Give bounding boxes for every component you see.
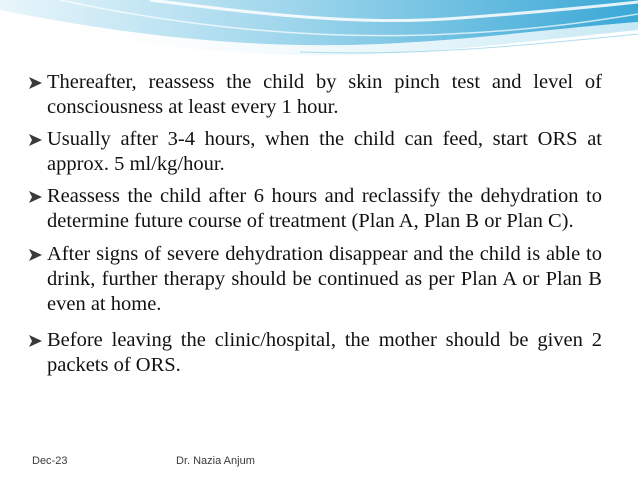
arrow-bullet-icon bbox=[28, 334, 43, 348]
footer-author: Dr. Nazia Anjum bbox=[176, 455, 255, 467]
arrow-bullet-icon bbox=[28, 190, 43, 204]
bullet-item bbox=[28, 184, 602, 234]
bullet-text: Reassess the child after 6 hours and reclassify the dehydration to determine future course of treatment (Plan A, Plan B or Plan C). bbox=[47, 185, 602, 232]
header-swoosh-decoration bbox=[0, 0, 638, 80]
bullet-item bbox=[28, 127, 602, 177]
bullet-item bbox=[28, 242, 602, 317]
arrow-bullet-icon bbox=[28, 248, 43, 262]
footer-date: Dec-23 bbox=[32, 455, 68, 467]
bullet-item bbox=[28, 70, 602, 120]
bullet-text: After signs of severe dehydration disappear and the child is able to drink, further therapy should be continued as per Plan A or Plan B even at home. bbox=[47, 243, 602, 315]
bullet-text: Usually after 3-4 hours, when the child can feed, start ORS at approx. 5 ml/kg/hour. bbox=[47, 128, 602, 175]
bullet-text: Before leaving the clinic/hospital, the mother should be given 2 packets of ORS. bbox=[47, 329, 602, 376]
bullet-text: Thereafter, reassess the child by skin pinch test and level of consciousness at least every 1 hour. bbox=[47, 71, 602, 118]
bullet-item bbox=[28, 328, 602, 378]
arrow-bullet-icon bbox=[28, 76, 43, 90]
arrow-bullet-icon bbox=[28, 133, 43, 147]
bullet-list bbox=[28, 70, 602, 385]
